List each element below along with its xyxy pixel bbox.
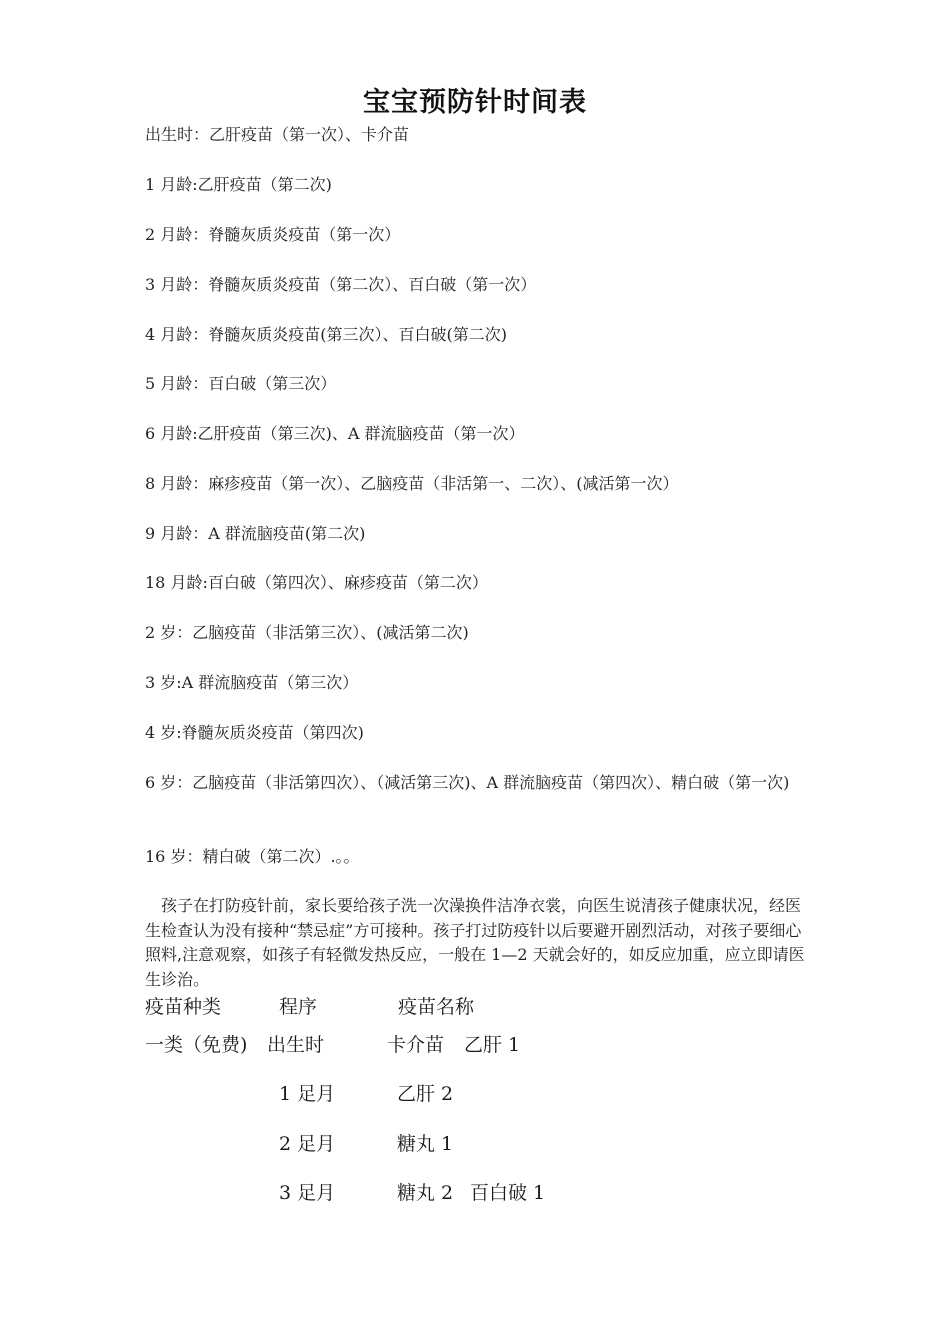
schedule-line-16-year: 16 岁：精白破（第二次）.。。	[145, 847, 360, 866]
schedule-line-1-month: 1 月龄:乙肝疫苗（第二次)	[145, 175, 332, 194]
schedule-line-6-month: 6 月龄:乙肝疫苗（第三次)、A 群流脑疫苗（第一次）	[145, 424, 525, 443]
table-cell-vaccine: 乙肝 2	[397, 1083, 454, 1105]
schedule-line-3-year: 3 岁:A 群流脑疫苗（第三次）	[145, 673, 359, 692]
table-cell-procedure: 3 足月	[279, 1182, 336, 1204]
schedule-line-4-month: 4 月龄：脊髓灰质炎疫苗(第三次）、百白破(第二次)	[145, 325, 507, 344]
table-header-vaccine-name: 疫苗名称	[398, 996, 475, 1018]
schedule-line-8-month: 8 月龄：麻疹疫苗（第一次）、乙脑疫苗（非活第一、二次）、(减活第一次）	[145, 474, 679, 493]
table-header-procedure: 程序	[279, 996, 318, 1018]
schedule-line-18-month: 18 月龄:百白破（第四次）、麻疹疫苗（第二次）	[145, 573, 488, 592]
table-cell-procedure: 出生时	[267, 1034, 325, 1056]
table-cell-vaccine: 百白破 1	[470, 1182, 546, 1204]
schedule-line-6-year: 6 岁：乙脑疫苗（非活第四次）、（减活第三次)、A 群流脑疫苗（第四次）、精白破（第一次)	[145, 773, 790, 792]
table-cell-vaccine: 卡介苗	[387, 1034, 445, 1056]
table-cell-vaccine: 糖丸 1	[397, 1133, 454, 1155]
schedule-line-5-month: 5 月龄：百白破（第三次）	[145, 374, 337, 393]
schedule-line-3-month: 3 月龄：脊髓灰质炎疫苗（第二次）、百白破（第一次）	[145, 275, 537, 294]
table-cell-category: 一类（免费)	[145, 1034, 248, 1056]
table-cell-vaccine: 乙肝 1	[464, 1034, 521, 1056]
schedule-line-2-month: 2 月龄：脊髓灰质炎疫苗（第一次）	[145, 225, 401, 244]
schedule-line-birth: 出生时：乙肝疫苗（第一次）、卡介苗	[145, 125, 410, 144]
schedule-line-9-month: 9 月龄：A 群流脑疫苗(第二次)	[145, 524, 366, 543]
table-header-category: 疫苗种类	[145, 996, 222, 1018]
schedule-line-2-year: 2 岁：乙脑疫苗（非活第三次）、(减活第二次)	[145, 623, 469, 642]
table-cell-procedure: 1 足月	[279, 1083, 336, 1105]
table-cell-procedure: 2 足月	[279, 1133, 336, 1155]
table-cell-vaccine: 糖丸 2	[397, 1182, 454, 1204]
vaccination-notice-paragraph: 孩子在打防疫针前，家长要给孩子洗一次澡换件洁净衣裳，向医生说清孩子健康状况，经医生检查认为没有接种“禁忌症”方可接种。孩子打过防疫针以后要避开剧烈活动，对孩子要细心照料,注意观察，如孩子有轻微发热反应，一般在 1—2 天就会好的，如反应加重，应立即请医生诊治。	[145, 896, 805, 989]
page-title: 宝宝预防针时间表	[363, 87, 587, 118]
schedule-line-4-year: 4 岁:脊髓灰质炎疫苗（第四次)	[145, 723, 364, 742]
